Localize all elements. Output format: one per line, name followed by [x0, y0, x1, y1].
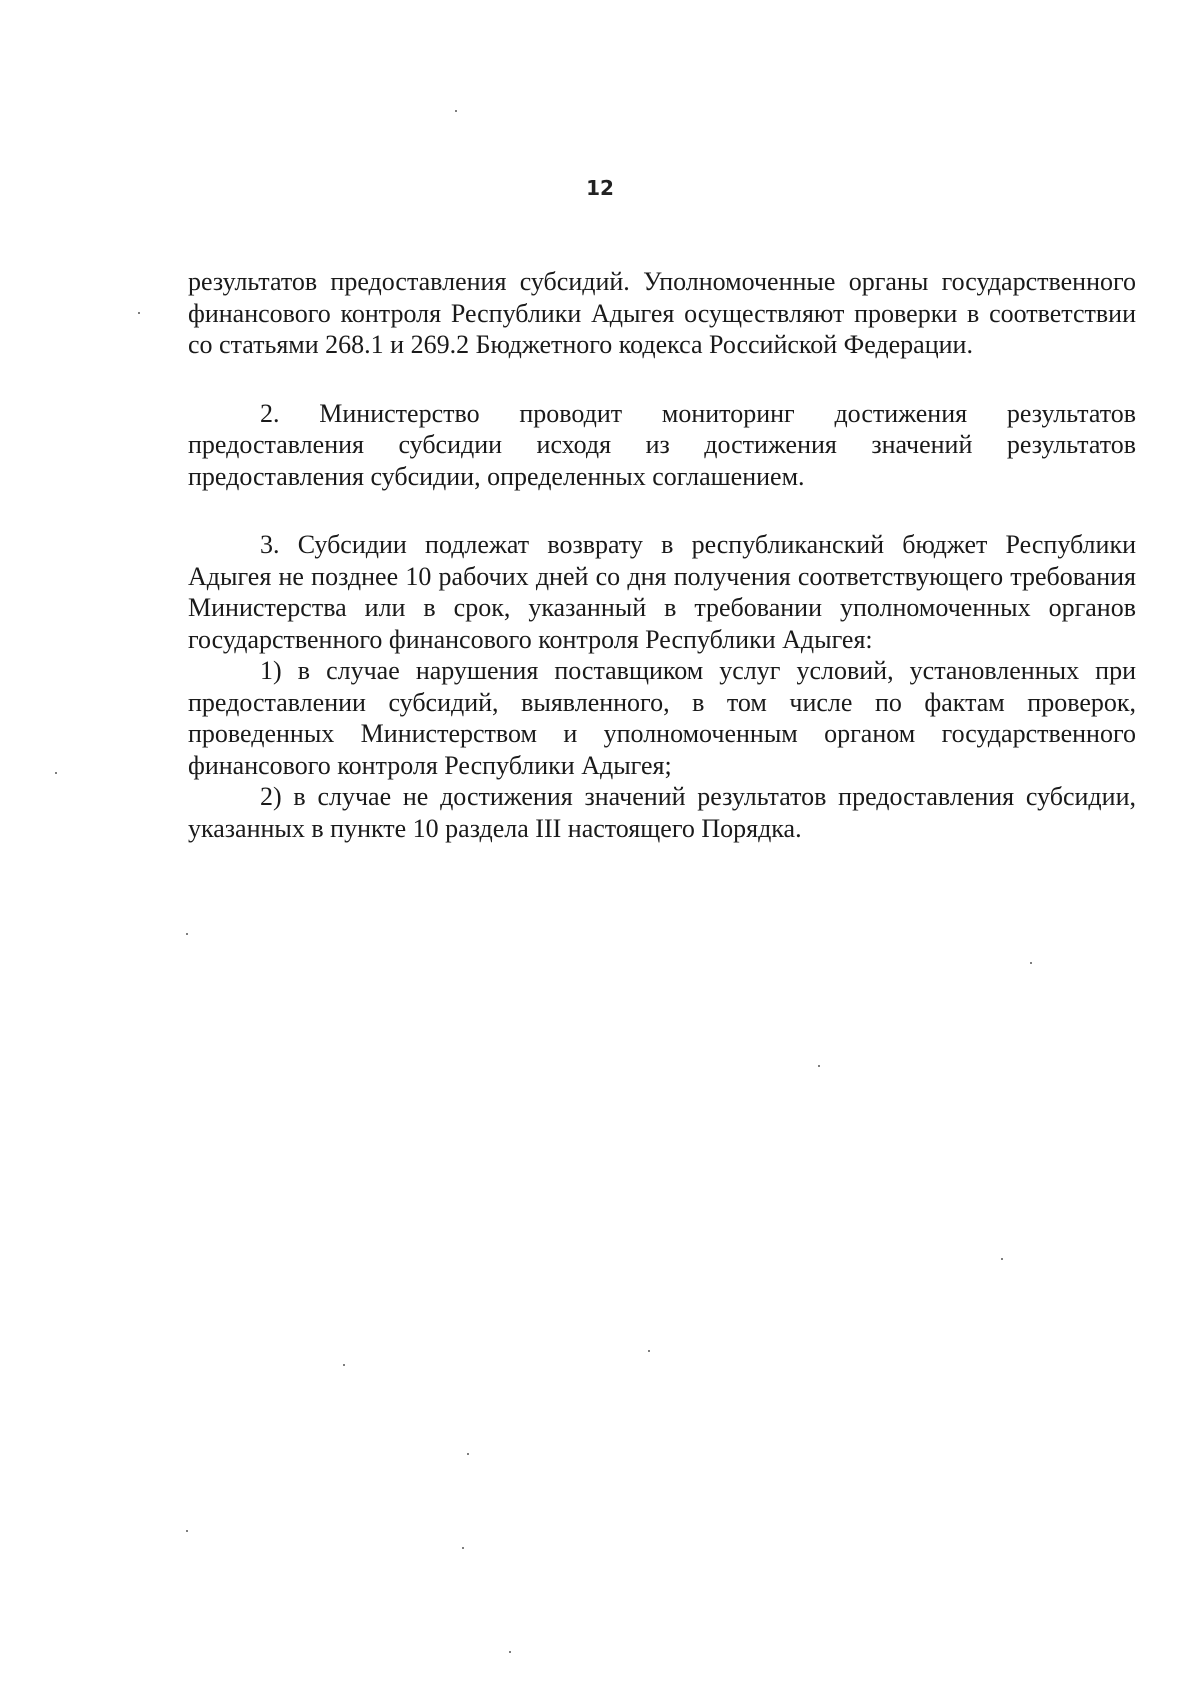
scan-speck	[55, 772, 57, 774]
document-body	[188, 266, 1136, 844]
scan-speck	[1001, 1258, 1003, 1260]
scan-speck	[818, 1065, 820, 1067]
paragraph-item-2: 2. Министерство проводит мониторинг достижения результатов предоставления субсидии исходя из достижения значений результатов предоставления субсидии, определенных соглашением.	[188, 398, 1136, 491]
scan-speck	[455, 110, 457, 112]
scan-speck	[138, 312, 140, 314]
scan-speck	[648, 1350, 650, 1352]
page-number: 12	[586, 176, 614, 200]
scan-speck	[343, 1364, 345, 1366]
paragraph-subitem-1: 1) в случае нарушения поставщиком услуг условий, установленных при предоставлении субсидий, выявленного, в том числе по фактам проверок, проведенных Министерством и уполномоченным органом государственного финансового контроля Республики Адыгея;	[188, 656, 1136, 780]
scan-speck	[186, 1530, 188, 1532]
scan-speck	[509, 1651, 511, 1653]
scan-speck	[186, 933, 188, 935]
scan-speck	[467, 1453, 469, 1455]
scan-speck	[462, 1547, 464, 1549]
scan-speck	[1030, 962, 1032, 964]
paragraph-subitem-2: 2) в случае не достижения значений результатов предоставления субсидии, указанных в пункте 10 раздела III настоящего Порядка.	[188, 782, 1136, 843]
paragraph-item-3: 3. Субсидии подлежат возврату в республиканский бюджет Республики Адыгея не позднее 10 рабочих дней со дня получения соответствующего требования Министерства или в срок, указанный в требовании уполномоченных органов государственного финансового контроля Республики Адыгея:	[188, 530, 1136, 654]
paragraph-continuation: результатов предоставления субсидий. Уполномоченные органы государственного финансового контроля Республики Адыгея осуществляют проверки в соответствии со статьями 268.1 и 269.2 Бюджетного кодекса Российской Федерации.	[188, 267, 1136, 359]
